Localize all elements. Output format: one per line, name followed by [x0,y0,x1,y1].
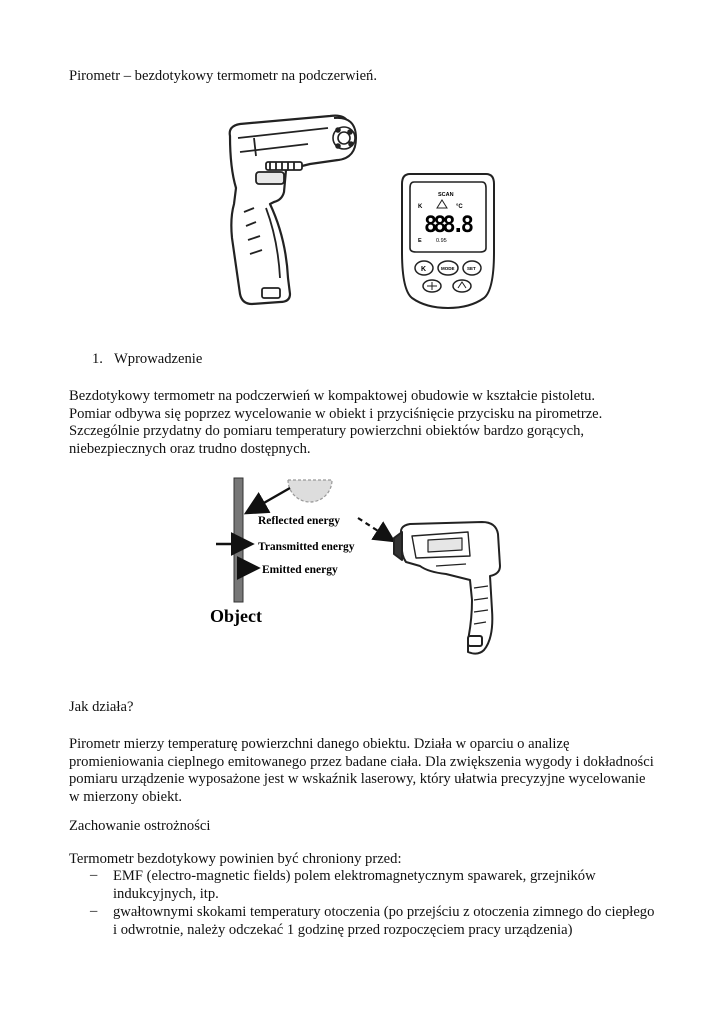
transmitted-energy-label: Transmitted energy [258,541,355,553]
display-e-label: E [418,238,422,244]
display-digits: 888.8 [424,213,474,238]
section-heading: Wprowadzenie [114,351,203,367]
how-line: w mierzony obiekt. [69,789,183,806]
mode-button: MODE [441,266,455,271]
bullet-item [113,904,654,939]
how-it-works-heading: Jak działa? [69,699,134,715]
bullet-line: gwałtownymi skokami temperatury otoczenia (po przejściu z otoczenia zimnego do ciepłego [113,904,655,920]
caution-intro: Termometr bezdotykowy powinien być chroniony przed: [69,851,402,867]
intro-line: Pomiar odbywa się poprzez wycelowanie w obiekt i przyciśnięcie przycisku na pirometrze. [69,405,603,422]
display-unit-label: °C [456,204,463,210]
how-line: pomiaru urządzenie wyposażone jest w wskaźnik laserowy, który ułatwia precyzyjne wycelowanie [69,771,646,788]
bullet-dash: – [90,903,98,919]
how-line: Pirometr mierzy temperaturę powierzchni danego obiektu. Działa w oparciu o analizę [69,736,570,752]
bullet-item [113,868,596,903]
object-label: Object [210,606,262,626]
object-wall [234,478,243,602]
intro-line: niebezpiecznych oraz trudno dostępnych. [69,441,311,458]
bullet-line: indukcyjnych, itp. [113,885,219,902]
intro-line: Bezdotykowy termometr na podczerwień w kompaktowej obudowie w kształcie pistoletu. [69,388,596,404]
bullet-line: i odwrotnie, należy odczekać 1 godzinę przed rozpoczęciem pracy urządzenia) [113,921,573,938]
thermometer-side-illustration [394,522,500,654]
page-title: Pirometr – bezdotykowy termometr na podczerwień. [69,68,377,84]
intro-paragraph [69,388,602,459]
energy-diagram [206,470,518,660]
display-k-label: K [418,204,423,210]
display-emissivity: 0.95 [436,238,447,244]
thermometer-gun-illustration [226,108,358,308]
display-scan-label: SCAN [438,192,454,198]
thermometer-display-illustration [400,172,496,308]
set-button: SET [467,266,476,271]
section-number: 1. [92,351,103,367]
bullet-line: EMF (electro-magnetic fields) polem elektromagnetycznym spawarek, grzejników [113,868,596,884]
how-it-works-paragraph [69,736,654,807]
intro-line: Szczególnie przydatny do pomiaru temperatury powierzchni obiektów bardzo gorących, [69,423,585,440]
emitted-energy-label: Emitted energy [262,564,338,576]
heat-source-icon [288,480,332,502]
how-line: promieniowania cieplnego emitowanego przez badane ciała. Dla zwiększenia wygody i dokładności [69,753,654,770]
k-button: K [421,266,427,273]
caution-heading: Zachowanie ostrożności [69,818,211,834]
reflected-energy-label: Reflected energy [258,515,341,527]
bullet-dash: – [90,867,98,883]
